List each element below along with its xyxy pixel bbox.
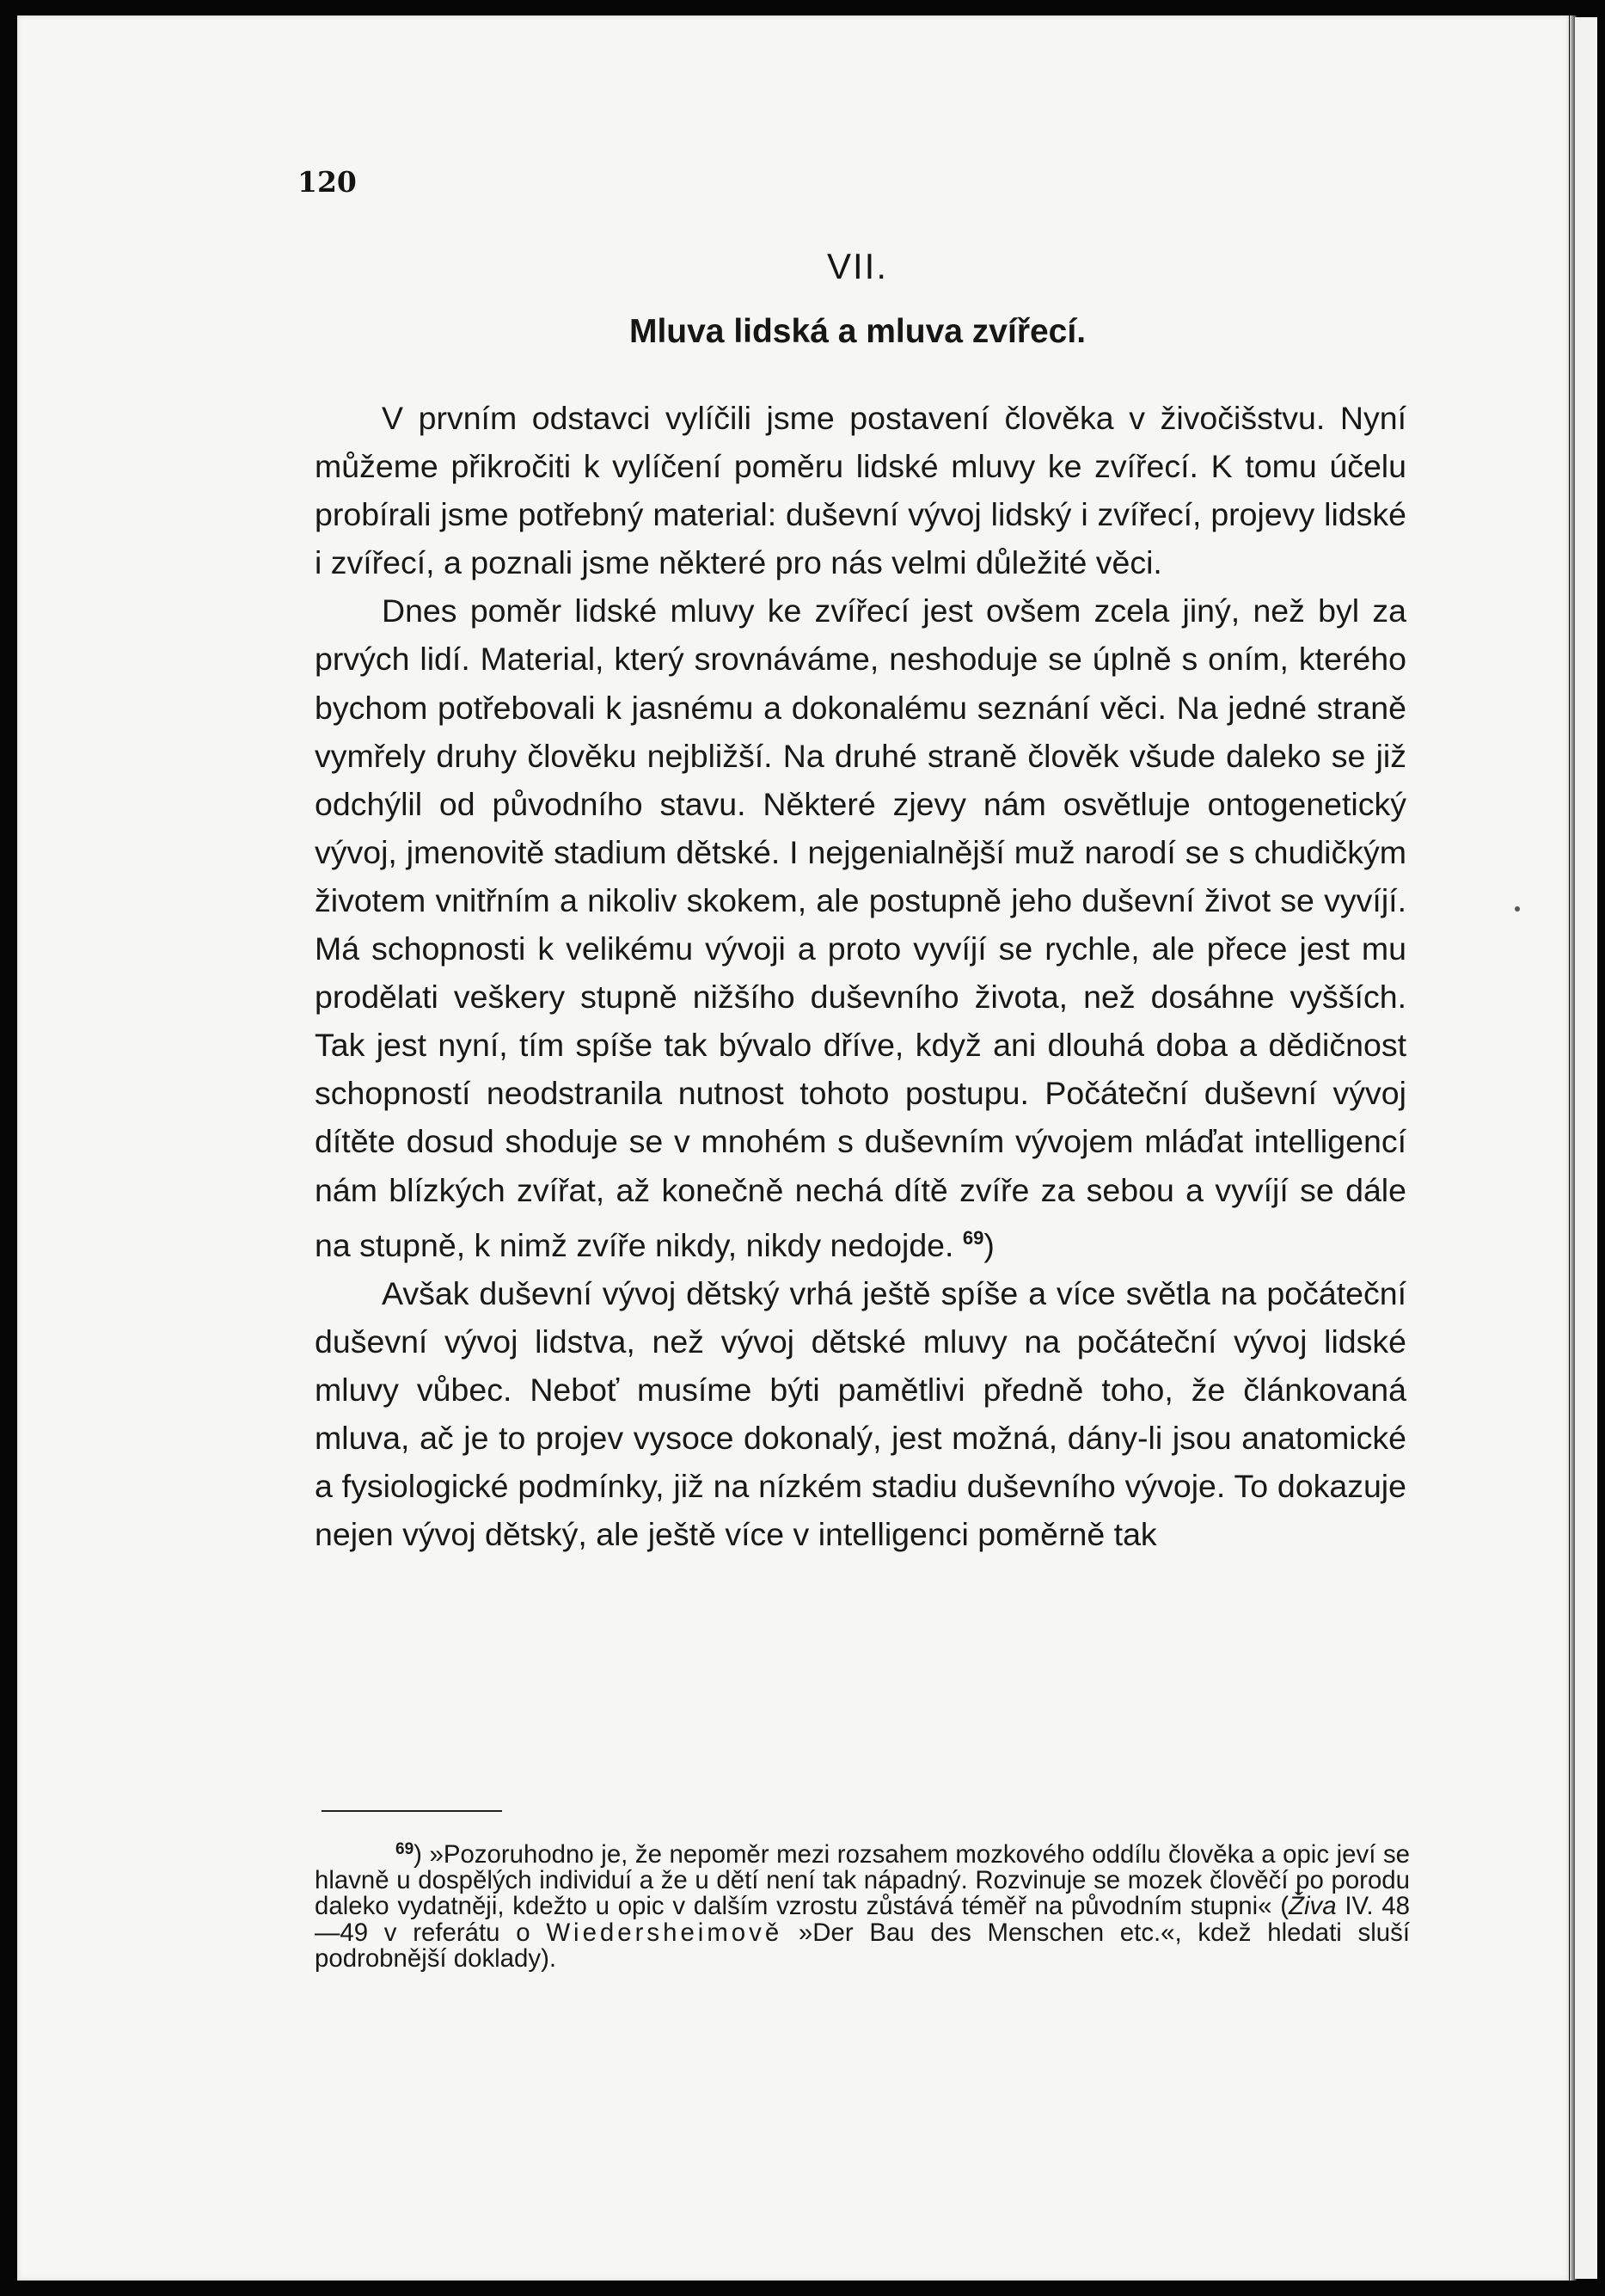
adjacent-page-strip xyxy=(1575,17,1597,2279)
footnote-reference-close: ) xyxy=(983,1226,995,1263)
footnote-mark-close: ) xyxy=(414,1840,422,1869)
chapter-number: VII. xyxy=(826,246,889,286)
page-number: 120 xyxy=(297,165,357,199)
footnote-reference[interactable]: 69 xyxy=(962,1226,984,1249)
footnote-author: Wiedersheimově xyxy=(546,1918,783,1947)
footnote-text: »Pozoruhodno je, že nepoměr mezi rozsahem mozkového oddílu člověka a opic jeví se hlavně u dospělých individuí a že u dětí není tak nápadný. Rozvinuje se mozek člověčí po porodu daleko vydatněji, kdežto u opic v dalším vzrostu zůstává téměř na původním stupni« ( xyxy=(315,1840,1410,1921)
paragraph-2 xyxy=(315,586,1406,1268)
print-speck xyxy=(1515,906,1520,912)
paragraph-1: V prvním odstavci vylíčili jsme postavení člověka v živočišstvu. Nyní můžeme přikročiti k vylíčení poměru lidské mluvy ke zvířecí. K tomu účelu probírali jsme potřebný material: duševní vývoj lidský i zvířecí, projevy lidské i zvířecí, a poznali jsme některé pro nás velmi důležité věci. xyxy=(315,400,1406,581)
paragraph-2-text: Dnes poměr lidské mluvy ke zvířecí jest ovšem zcela jiný, než byl za prvých lidí. Material, který srovnáváme, neshoduje se úplně s oním, kterého bychom potřebovali k jasnému a dokonalému seznání věci. Na jedné straně vymřely druhy člověku nejbližší. Na druhé straně člověk všude daleko se již odchýlil od původního stavu. Některé zjevy nám osvětluje ontogenetický vývoj, jmenovitě stadium dětské. I nejgenialnější muž narodí se s chudičkým životem vnitřním a nikoliv skokem, ale postupně jeho duševní život se vyvíjí. Má schopnosti k velikému vývoji a proto vyvíjí se rychle, ale přece jest mu prodělati veškery stupně nižšího duševního života, než dosáhne vyšších. Tak jest nyní, tím spíše tak bývalo dříve, když ani dlouhá doba a dědičnost schopností neodstranila nutnost tohoto postupu. Počáteční duševní vývoj dítěte dosud shoduje se v mnohém s duševním vývojem mláďat intelligencí nám blízkých zvířat, až konečně nechá dítě zvíře za sebou a vyvíjí se dále na stupně, k nimž zvíře nikdy, nikdy nedojde. xyxy=(315,592,1406,1263)
footnote-text-end: »Der Bau des Menschen etc.«, kdež hledati sluší podrobnější doklady). xyxy=(315,1918,1410,1973)
chapter-title: Mluva lidská a mluva zvířecí. xyxy=(628,313,1087,350)
footnote-divider xyxy=(322,1810,502,1812)
paragraph-3: Avšak duševní vývoj dětský vrhá ještě spíše a více světla na počáteční duševní vývoj lidstva, než vývoj dětské mluvy na počáteční vývoj lidské mluvy vůbec. Neboť musíme býti pamětlivi předně toho, že článkovaná mluva, ač je to projev vysoce dokonalý, jest možná, dány-li jsou anatomické a fysiologické podmínky, již na nízkém stadiu duševního vývoje. To dokazuje nejen vývoj dětský, ale ještě více v intelligenci poměrně tak xyxy=(315,1274,1406,1553)
body-text xyxy=(315,394,1406,1558)
footnote-source-title: Živa xyxy=(1289,1892,1337,1921)
footnote xyxy=(315,1837,1410,1972)
book-page xyxy=(17,15,1569,2281)
footnote-source-ref: IV. 48—49 v referátu o xyxy=(315,1892,1410,1947)
footnote-mark: 69 xyxy=(395,1840,414,1858)
